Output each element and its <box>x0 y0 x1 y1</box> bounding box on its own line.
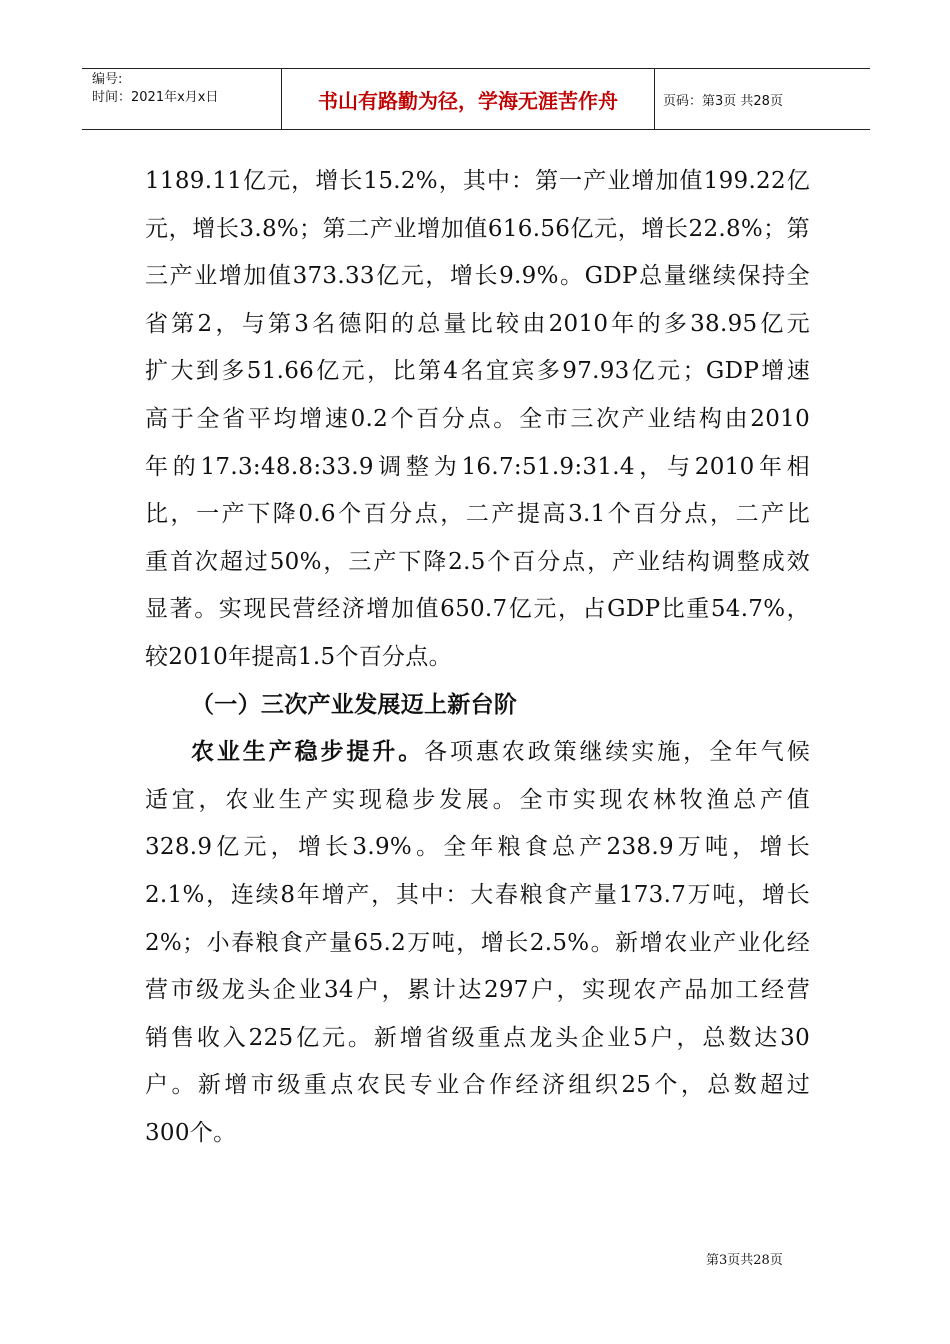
body-line: 显著。实现民营经济增加值650.7亿元，占GDP比重54.7%， <box>145 596 810 623</box>
body-line: 户。新增市级重点农民专业合作经济组织25个，总数超过 <box>145 1072 810 1099</box>
body-line: 三产业增加值373.33亿元，增长9.9%。GDP总量继续保持全 <box>145 263 810 290</box>
lead-phrase: 农业生产稳步提升。 <box>191 739 425 766</box>
body-line: 适宜，农业生产实现稳步发展。全市实现农林牧渔总产值 <box>145 786 810 813</box>
header-number-label: 编号: <box>92 72 123 87</box>
page-header <box>82 68 870 130</box>
body-line: 高于全省平均增速0.2个百分点。全市三次产业结构由2010 <box>145 405 810 432</box>
body-line: 销售收入225亿元。新增省级重点龙头企业5户，总数达30 <box>145 1024 810 1051</box>
body-line: 元，增长3.8%；第二产业增加值616.56亿元，增长22.8%；第 <box>145 215 810 242</box>
body-line: 营市级龙头企业34户，累计达297户，实现农产品加工经营 <box>145 977 810 1004</box>
header-motto: 书山有路勤为径，学海无涯苦作舟 <box>282 69 655 129</box>
document-body <box>145 158 810 1157</box>
page-footer: 第3页共28页 <box>706 1253 783 1268</box>
body-line <box>145 729 810 777</box>
section-heading: （一）三次产业发展迈上新台阶 <box>191 691 518 718</box>
header-meta <box>82 69 282 129</box>
body-line: 328.9亿元，增长3.9%。全年粮食总产238.9万吨，增长 <box>145 834 810 861</box>
body-line: 2.1%，连续8年增产，其中：大春粮食产量173.7万吨，增长 <box>145 881 810 908</box>
body-line: 扩大到多51.66亿元，比第4名宜宾多97.93亿元；GDP增速 <box>145 358 810 385</box>
body-line: 比，一产下降0.6个百分点，二产提高3.1个百分点，二产比 <box>145 501 810 528</box>
body-line: 1189.11亿元，增长15.2%，其中：第一产业增加值199.22亿 <box>145 168 810 194</box>
header-page-info: 页码：第3页 共28页 <box>663 93 783 109</box>
body-line: 300个。 <box>145 1119 237 1146</box>
body-line: 省第2，与第3名德阳的总量比较由2010年的多38.95亿元 <box>145 310 810 337</box>
body-line: 重首次超过50%，三产下降2.5个百分点，产业结构调整成效 <box>145 548 810 575</box>
body-line: 2%；小春粮食产量65.2万吨，增长2.5%。新增农业产业化经 <box>145 929 810 956</box>
body-line: 年的17.3:48.8:33.9调整为16.7:51.9:31.4，与2010年相 <box>145 453 810 480</box>
lead-rest: 各项惠农政策继续实施，全年气候 <box>424 739 811 766</box>
body-line: 较2010年提高1.5个百分点。 <box>145 643 452 670</box>
header-time-label: 时间：2021年x月x日 <box>92 90 219 105</box>
